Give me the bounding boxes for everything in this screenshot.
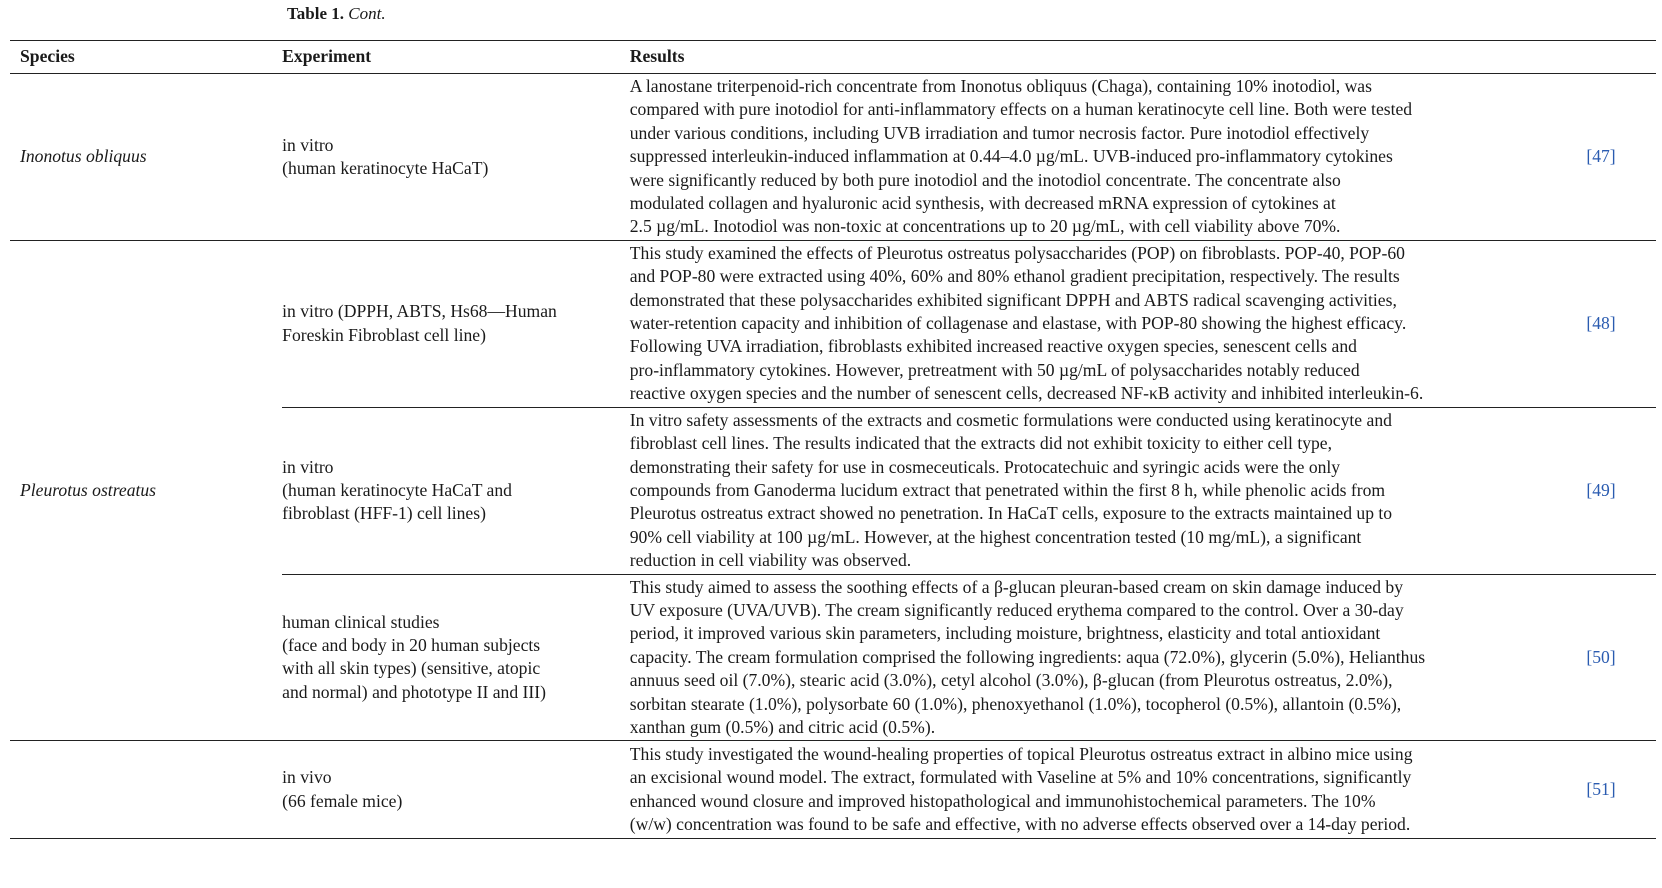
experiment-cell [282,74,630,241]
reference-cell [1586,574,1656,741]
results-text: This study examined the effects of Pleurotus ostreatus polysaccharides (POP) on fibroblasts. POP-40, POP-60 and POP-80 were extracted using 40%, 60% and 80% ethanol gradient precipitation, respectively. The results demonstrated that these polysaccharides exhibited significant DPPH and ABTS radical scavenging activities, water-retention capacity and inhibition of collagenase and elastase, with POP-80 showing the highest efficacy. Following UVA irradiation, fibroblasts exhibited increased reactive oxygen species, senescent cells and pro-inflammatory cytokines. However, pretreatment with 50 µg/mL of polysaccharides notably reduced reactive oxygen species and the number of senescent cells, decreased NF-κB activity and inhibited interleukin-6. [629,242,1424,404]
results-text: This study aimed to assess the soothing effects of a β-glucan pleuran-based cream on skin damage induced by UV exposure (UVA/UVB). The cream significantly reduced erythema compared to the control. Over a 30-day period, it improved various skin parameters, including moisture, brightness, elasticity and total antioxidant capacity. The cream formulation comprised the following ingredients: aqua (72.0%), glycerin (5.0%), Helianthus annuus seed oil (7.0%), stearic acid (3.0%), cetyl alcohol (3.0%), β-glucan (from Pleurotus ostreatus, 2.0%), sorbitan stearate (1.0%), polysorbate 60 (1.0%), phenoxyethanol (1.0%), tocopherol (0.5%), allantoin (0.5%), xanthan gum (0.5%) and citric acid (0.5%). [629,576,1426,737]
table-row [10,741,1656,839]
reference-cell [1586,74,1656,241]
reference-link[interactable]: [48] [1586,313,1616,334]
species-cell: Pleurotus ostreatus [10,240,282,741]
reference-link[interactable]: [51] [1586,779,1616,800]
table-row [10,74,1656,241]
experiment-cell [282,240,630,407]
results-cell [630,574,1587,741]
header-species: Species [10,41,282,74]
reference-link[interactable]: [49] [1586,479,1616,500]
table-label: Table 1. [287,4,345,23]
results-text: This study investigated the wound-healing properties of topical Pleurotus ostreatus extract in albino mice using an excisional wound model. The extract, formulated with Vaseline at 5% and 10% concentrations, significantly enhanced wound closure and improved histopathological and immunohistochemical parameters. The 10% (w/w) concentration was found to be safe and effective, with no adverse effects observed over a 14-day period. [629,744,1413,835]
reference-cell [1586,741,1656,839]
results-cell [630,240,1587,407]
species-cell [10,741,282,839]
reference-link[interactable]: [47] [1586,146,1616,167]
results-table [10,40,1656,839]
reference-link[interactable]: [50] [1586,646,1616,667]
species-cell: Inonotus obliquus [20,146,147,167]
header-row [10,41,1656,74]
header-results: Results [630,41,1587,74]
results-text: A lanostane triterpenoid-rich concentrate from Inonotus obliquus (Chaga), containing 10% inotodiol, was compared with pure inotodiol for anti-inflammatory effects on a human keratinocyte cell line. Both were tested under various conditions, including UVB irradiation and tumor necrosis factor. Pure inotodiol effectively suppressed interleukin-induced inflammation at 0.44–4.0 µg/mL. UVB-induced pro-inflammatory cytokines were significantly reduced by both pure inotodiol and the inotodiol concentrate. The concentrate also modulated collagen and hyaluronic acid synthesis, with decreased mRNA expression of cytokines at 2.5 µg/mL. Inotodiol was non-toxic at concentrations up to 20 µg/mL, with cell viability above 70%. [629,76,1413,237]
experiment-cell [282,741,630,839]
table-caption [287,3,386,25]
experiment-cell [282,407,630,574]
experiment-cell [282,574,630,741]
reference-cell [1586,240,1656,407]
results-cell [630,407,1587,574]
reference-cell [1586,407,1656,574]
experiment-text: human clinical studies (face and body in 20 human subjects with all skin types) (sensitive, atopic and normal) and phototype II and III) [282,611,546,702]
results-text: In vitro safety assessments of the extracts and cosmetic formulations were conducted using keratinocyte and fibroblast cell lines. The results indicated that the extracts did not exhibit toxicity to either cell type, demonstrating their safety for use in cosmeceuticals. Protocatechuic and syringic acids were the only compounds from Ganoderma lucidum extract that penetrated within the first 8 h, while phenolic acids from Pleurotus ostreatus extract showed no penetration. In HaCaT cells, exposure to the extracts maintained up to 90% cell viability at 100 µg/mL. However, at the highest concentration tested (10 mg/mL), a significant reduction in cell viability was observed. [629,409,1393,571]
results-cell [630,74,1587,241]
table-row [10,240,1656,407]
header-experiment: Experiment [282,41,630,74]
experiment-text: in vitro (DPPH, ABTS, Hs68—Human Foreskin Fibroblast cell line) [282,301,557,345]
header-ref [1586,41,1656,74]
experiment-text: in vivo (66 female mice) [282,767,403,811]
experiment-text: in vitro (human keratinocyte HaCaT) [282,134,489,178]
results-cell [630,741,1587,839]
experiment-text: in vitro (human keratinocyte HaCaT and fibroblast (HFF-1) cell lines) [282,456,512,524]
table-cont: Cont. [348,4,386,23]
